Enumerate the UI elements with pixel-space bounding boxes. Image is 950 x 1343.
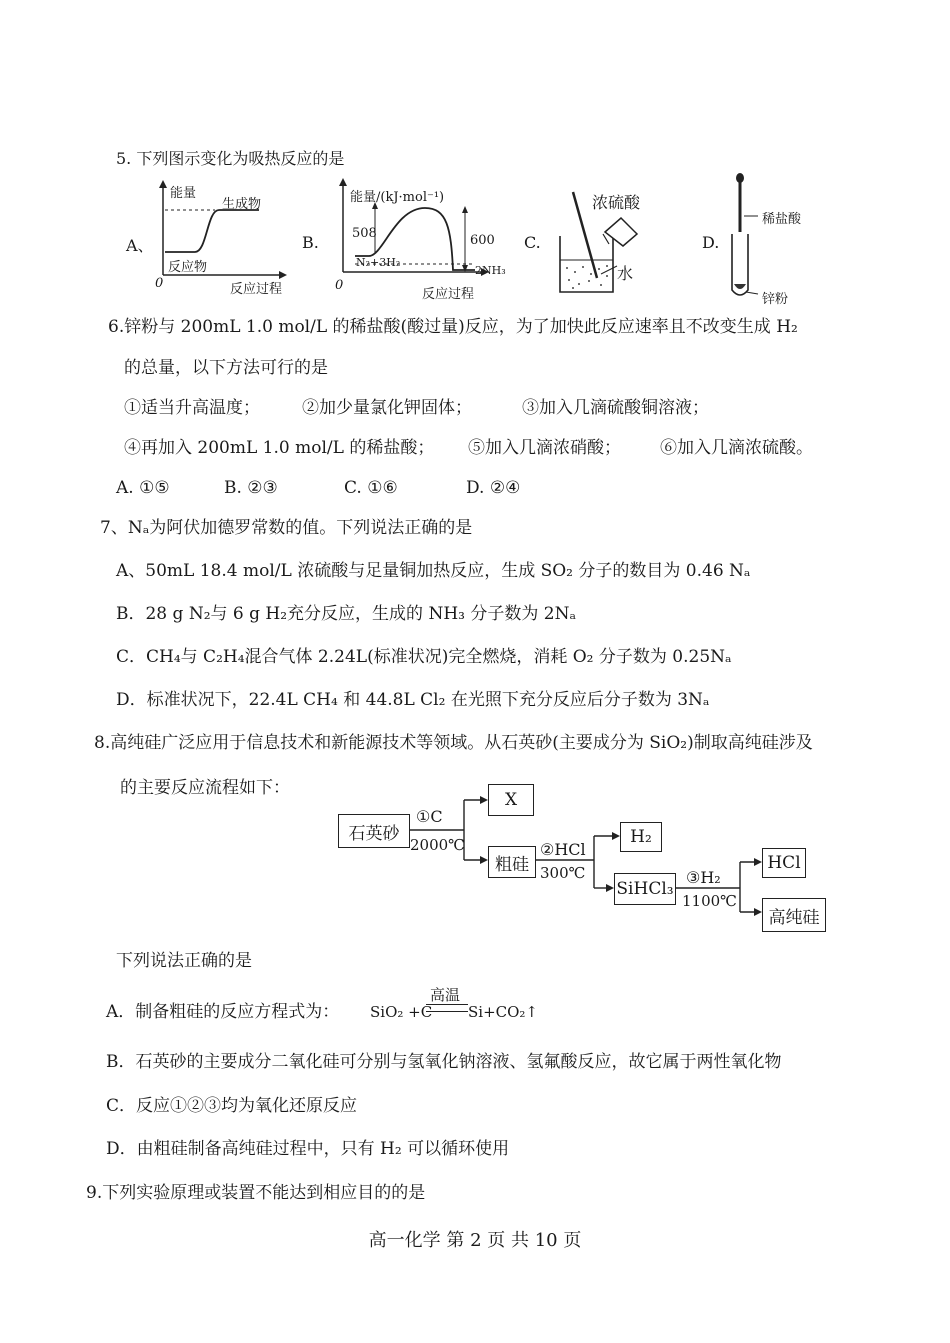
q6-choice-c: C. ①⑥	[344, 478, 398, 498]
q6-choice-b: B. ②③	[224, 478, 278, 498]
flow-step3-reagent: ③H₂	[686, 868, 721, 887]
q5-d-label: D.	[702, 233, 720, 252]
flow-box-h2: H₂	[620, 822, 662, 852]
q5-a-xlabel: 反应过程	[230, 282, 283, 297]
q5-b-val1: 508	[352, 226, 377, 241]
q7-stem: 7、Nₐ为阿伏加德罗常数的值。下列说法正确的是	[100, 518, 473, 538]
q8-option-b: B．石英砂的主要成分二氧化硅可分别与氢氧化钠溶液、氢氟酸反应，故它属于两性氧化物	[106, 1052, 782, 1072]
q8-a-prefix: A．制备粗硅的反应方程式为：	[106, 1002, 340, 1022]
q5-a-product: 生成物	[222, 197, 262, 212]
flow-box-sihcl3: SiHCl₃	[614, 873, 676, 905]
flow-step2-temp: 300℃	[540, 864, 586, 882]
q6-line1: 6.锌粉与 200mL 1.0 mol/L 的稀盐酸(酸过量)反应，为了加快此反应速率且不改变生成 H₂	[108, 317, 798, 337]
q6-opt4: ④再加入 200mL 1.0 mol/L 的稀盐酸；	[124, 438, 435, 458]
page-footer: 高一化学 第 2 页 共 10 页	[368, 1230, 582, 1251]
q5-c-water-label: 水	[617, 264, 634, 283]
q8-a-equal-sign	[426, 1004, 468, 1012]
q6-opt2: ②加少量氯化钾固体；	[302, 398, 472, 418]
q5-d-zinc-label: 锌粉	[762, 292, 789, 307]
q5-a-label: A、	[126, 236, 154, 255]
flow-step1-temp: 2000℃	[410, 836, 465, 854]
q5-a-reactant: 反应物	[168, 260, 208, 275]
q5-d-acid-label: 稀盐酸	[762, 212, 802, 227]
flow-box-x: X	[488, 784, 534, 816]
q7-option-c: C．CH₄与 C₂H₄混合气体 2.24L(标准状况)完全燃烧，消耗 O₂ 分子数为 0.25Nₐ	[116, 647, 732, 667]
q5-b-val2: 600	[470, 233, 495, 248]
q8-a-condition: 高温	[430, 986, 461, 1004]
q5-b-ylabel: 能量/(kJ·mol⁻¹)	[350, 190, 445, 205]
q8-line2: 的主要反应流程如下：	[120, 778, 290, 798]
q5-b-label: B.	[302, 233, 319, 252]
q8-option-c: C．反应①②③均为氧化还原反应	[106, 1096, 358, 1116]
q8-option-d: D．由粗硅制备高纯硅过程中，只有 H₂ 可以循环使用	[106, 1139, 510, 1159]
q5-b-origin: 0	[335, 278, 344, 293]
q5-d-test-tube-diagram	[722, 172, 802, 302]
q5-a-ylabel: 能量	[170, 186, 197, 201]
q5-b-reactant: N₂+3H₂	[356, 256, 401, 269]
q5-a-origin: 0	[155, 276, 164, 291]
q6-line2: 的总量，以下方法可行的是	[124, 358, 328, 378]
q7-option-d: D．标准状况下，22.4L CH₄ 和 44.8L Cl₂ 在光照下充分反应后分子数为 3Nₐ	[116, 690, 710, 710]
q8-line1: 8.高纯硅广泛应用于信息技术和新能源技术等领域。从石英砂(主要成分为 SiO₂)制取高纯硅涉及	[94, 733, 813, 753]
q8-a-reactants: SiO₂ +C	[370, 1003, 433, 1021]
q7-option-a: A、50mL 18.4 mol/L 浓硫酸与足量铜加热反应，生成 SO₂ 分子的数目为 0.46 Nₐ	[116, 561, 751, 581]
q6-opt3: ③加入几滴硫酸铜溶液；	[522, 398, 709, 418]
q5-stem: 5. 下列图示变化为吸热反应的是	[116, 149, 345, 168]
q9-stem: 9.下列实验原理或装置不能达到相应目的的是	[86, 1183, 426, 1203]
q6-choice-a: A. ①⑤	[116, 478, 170, 498]
q6-choice-d: D. ②④	[466, 478, 521, 498]
q5-b-product: 2NH₃	[475, 264, 506, 277]
q6-opt6: ⑥加入几滴浓硫酸。	[660, 438, 813, 458]
flow-step3-temp: 1100℃	[682, 892, 737, 910]
q5-c-acid-label: 浓硫酸	[592, 193, 641, 212]
flow-step1-reagent: ①C	[416, 807, 443, 826]
flow-step2-reagent: ②HCl	[540, 840, 586, 859]
q8-a-products: Si+CO₂↑	[468, 1003, 538, 1021]
q6-opt5: ⑤加入几滴浓硝酸；	[468, 438, 621, 458]
flow-box-crude-silicon: 粗硅	[488, 846, 536, 878]
q8-prompt: 下列说法正确的是	[116, 951, 252, 971]
q6-opt1: ①适当升高温度；	[124, 398, 260, 418]
flow-box-quartz-sand: 石英砂	[338, 814, 410, 848]
flow-box-pure-silicon: 高纯硅	[762, 898, 826, 932]
q7-option-b: B．28 g N₂与 6 g H₂充分反应，生成的 NH₃ 分子数为 2Nₐ	[116, 604, 577, 624]
flow-box-hcl: HCl	[762, 848, 806, 878]
q5-b-xlabel: 反应过程	[422, 287, 475, 302]
q5-c-label: C.	[524, 233, 541, 252]
